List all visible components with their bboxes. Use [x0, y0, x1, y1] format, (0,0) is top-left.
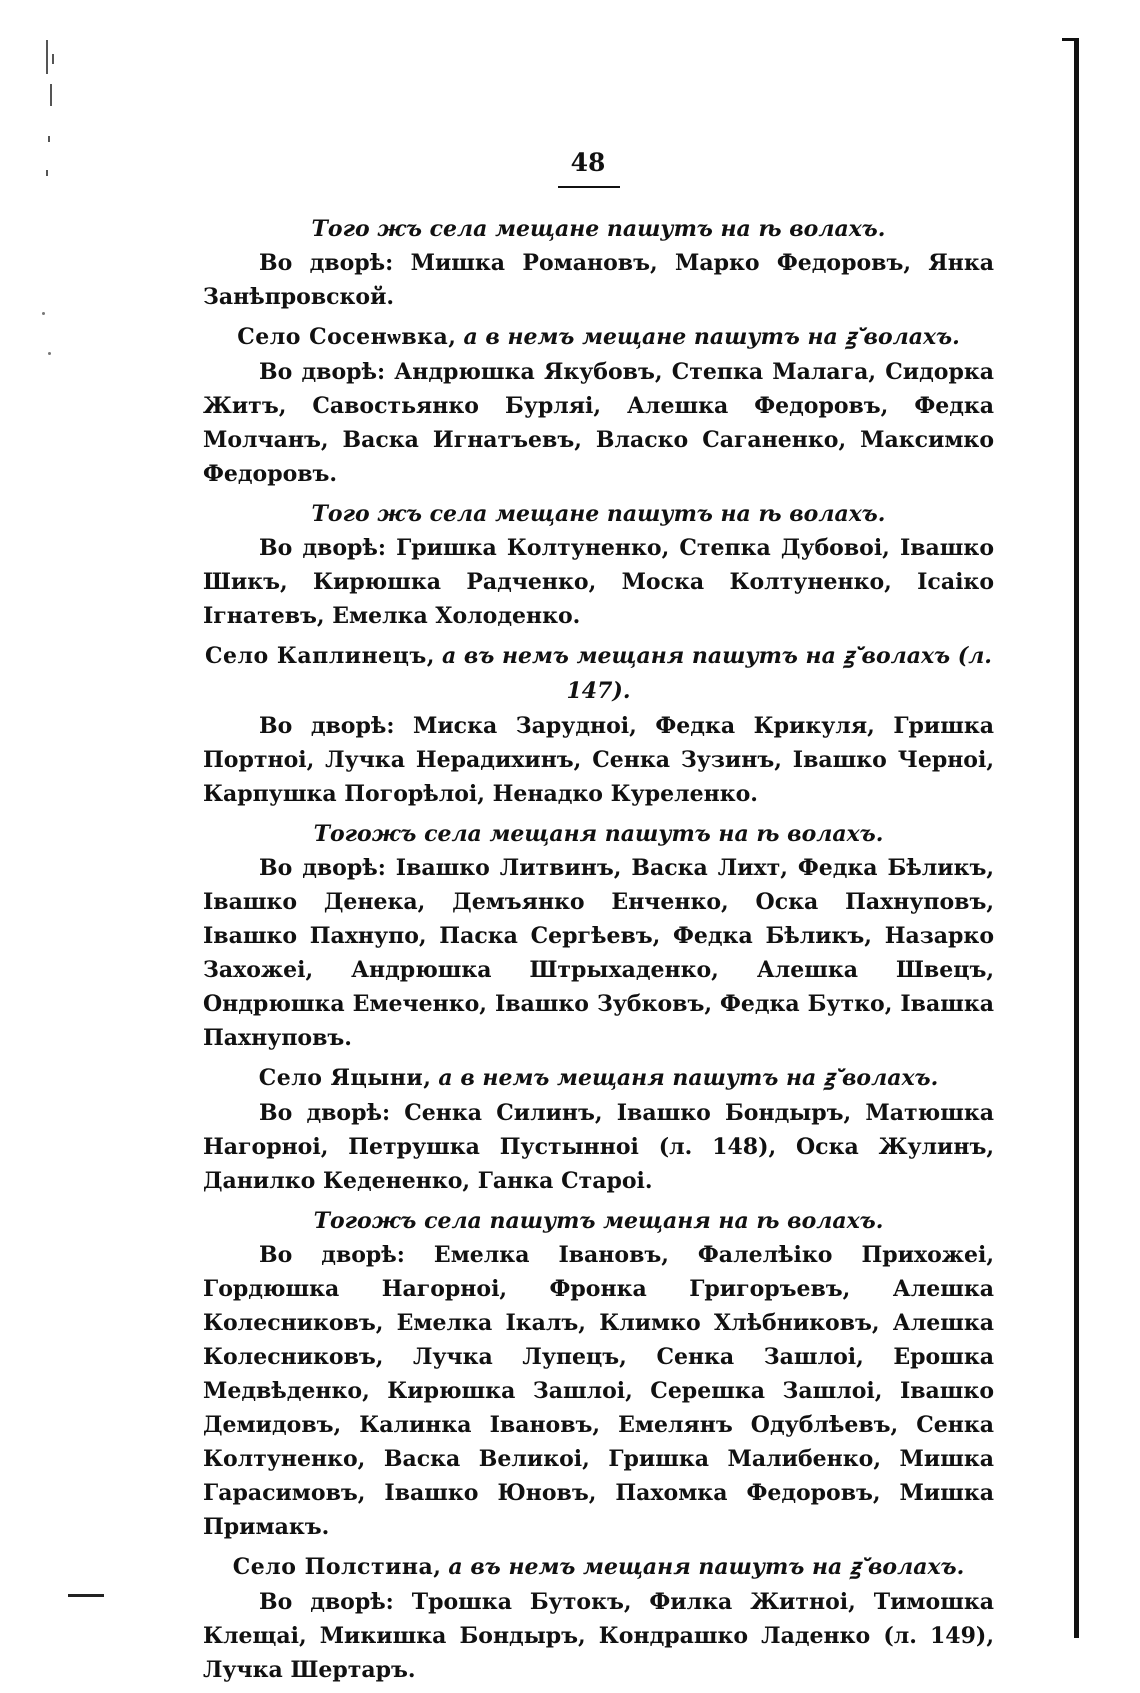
household-paragraph: Во дворѣ: Емелка Івановъ, Фалелѣіко Прихожеі, Гордюшка Нагорноі, Фронка Григоръевъ, Алешка Колесниковъ, Емелка Ікалъ, Климко Хлѣбниковъ, Алешка Колесниковъ, Лучка Лупецъ, Сенка Зашлоі, Ерошка Медвѣденко, Кирюшка Зашлоі, Серешка Зашлоі, Івашко Демидовъ, Калинка Івановъ, Емелянъ Одублѣевъ, Сенка Колтуненко, Васка Великоі, Гришка Малибенко, Мишка Гарасимовъ, Івашко Юновъ, Пахомка Федоровъ, Мишка Примакъ. — [203, 1242, 994, 1540]
household-paragraph: Во дворѣ: Мишка Романовъ, Марко Федоровъ, Янка Занѣпровской. — [203, 250, 994, 310]
household-paragraph: Во дворѣ: Івашко Литвинъ, Васка Лихт, Федка Бѣликъ, Івашко Денека, Демъянко Енченко, Оска Пахнуповъ, Івашко Пахнупо, Паска Сергѣевъ, Федка Бѣликъ, Назарко Захожеі, Андрюшка Штрыхаденко, Алешка Швецъ, Ондрюшка Емеченко, Івашко Зубковъ, Федка Бутко, Івашка Пахнуповъ. — [203, 855, 994, 1051]
scan-margin-marks — [44, 40, 60, 200]
village-heading — [203, 1061, 994, 1096]
section-heading: Тогожъ села пашутъ мещаня на ѣ волахъ. — [313, 1208, 884, 1234]
household-paragraph: Во дворѣ: Трошка Бутокъ, Филка Житноі, Тимошка Клещаі, Микишка Бондыръ, Кондрашко Ладенко (л. 149), Лучка Шертаръ. — [203, 1589, 994, 1683]
scan-margin-dash — [68, 1594, 104, 1597]
section-heading: Тогожъ села мещаня пашутъ на ѣ волахъ. — [313, 821, 884, 847]
household-paragraph: Во дворѣ: Гришка Колтуненко, Степка Дубовоі, Івашко Шикъ, Кирюшка Радченко, Моска Колтуненко, Ісаіко Ігнатевъ, Емелка Холоденко. — [203, 535, 994, 629]
village-note: а въ немъ мещаня пашутъ на ꙃ̆ волахъ. — [448, 1554, 965, 1580]
page-number-rule — [558, 186, 620, 188]
scan-speck — [42, 312, 45, 315]
village-note: а въ немъ мещаня пашутъ на ꙃ̆ волахъ (л. 147). — [441, 643, 992, 704]
village-name: Село Сосенѡвка, — [237, 324, 457, 350]
village-note: а в немъ мещане пашутъ на ꙃ̆ волахъ. — [463, 324, 960, 350]
household-paragraph: Во дворѣ: Миска Заруднoі, Федка Крикуля, Гришка Портноі, Лучка Нерадихинъ, Сенка Зузинъ, Івашко Черноі, Карпушка Погорѣлоі, Ненадко Куреленко. — [203, 713, 994, 807]
village-heading — [203, 1550, 994, 1585]
document-body — [203, 212, 994, 1693]
village-name: Село Яцыни, — [258, 1065, 432, 1091]
section-heading: Того жъ села мещане пашутъ на ѣ волахъ. — [311, 501, 886, 527]
village-heading — [203, 639, 994, 709]
scan-speck — [48, 352, 51, 355]
section-heading: Того жъ села мещане пашутъ на ѣ волахъ. — [311, 216, 886, 242]
village-name: Село Полстина, — [232, 1554, 442, 1580]
page-number: 48 — [570, 148, 606, 177]
village-heading — [203, 320, 994, 355]
village-name: Село Каплинецъ, — [205, 643, 435, 669]
household-paragraph: Во дворѣ: Сенка Силинъ, Івашко Бондыръ, Матюшка Нагорноі, Петрушка Пустынноі (л. 148), Оска Жулинъ, Данилко Кедененко, Ганка Староі. — [203, 1100, 994, 1194]
scan-binding-edge — [1074, 38, 1079, 1638]
household-paragraph: Во дворѣ: Андрюшка Якубовъ, Степка Малага, Сидорка Житъ, Савостьянко Бурляі, Алешка Федоровъ, Федка Молчанъ, Васка Игнатъевъ, Власко Саганенко, Максимко Федоровъ. — [203, 359, 994, 487]
village-note: а в немъ мещаня пашутъ на ꙃ̆ волахъ. — [438, 1065, 939, 1091]
